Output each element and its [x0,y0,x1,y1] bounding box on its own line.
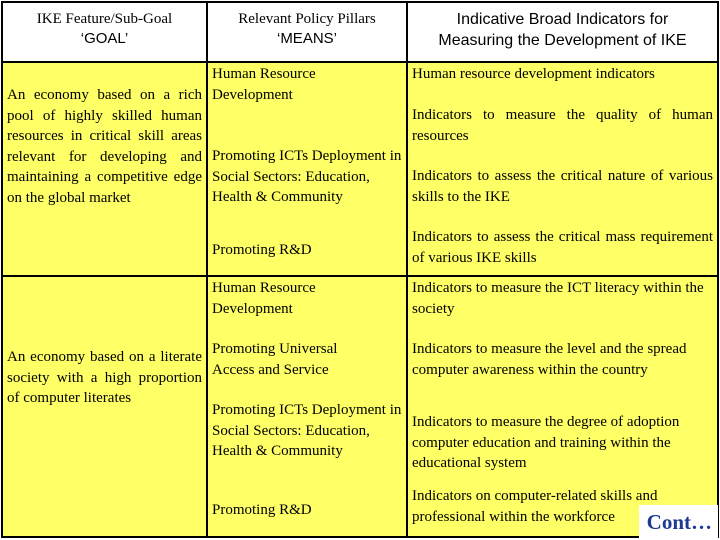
section2-pillar-rnd: Promoting R&D [212,502,312,518]
section2-goal: An economy based on a literate society with a high proportion of computer literates [7,349,202,406]
section1-pillar-rnd: Promoting R&D [212,242,312,258]
continued-label: Cont… [639,505,718,538]
section2-row [2,276,718,537]
header-means-subtitle: ‘MEANS’ [276,30,337,47]
header-goal-title: IKE Feature/Sub-Goal [36,11,173,27]
section2-indicator-4: Indicators on computer-related skills and professional within the workforce [412,488,658,525]
section1-row [2,62,718,276]
header-row [2,2,718,62]
section2-indicator-3: Indicators to measure the degree of adoption computer education and training within the educational system [412,414,680,471]
header-goal-subtitle: ‘GOAL’ [80,30,129,47]
header-goal [2,2,207,62]
header-indicators-subtitle: Measuring the Development of IKE [438,32,687,49]
section2-pillar-hrd: Human Resource Development [212,280,316,317]
section1-indicators-cell [407,62,718,276]
section2-pillars-cell [207,276,407,537]
section2-pillar-universal: Promoting Universal Access and Service [212,341,338,378]
section1-indicator-3: Indicators to assess the critical nature of various skills to the IKE [412,168,713,205]
section1-goal-cell [2,62,207,276]
section1-indicator-4: Indicators to assess the critical mass requirement of various IKE skills [412,229,713,266]
header-indicators-title: Indicative Broad Indicators for [456,11,669,28]
section2-indicator-1: Indicators to measure the ICT literacy within the society [412,280,704,317]
section1-pillar-icts: Promoting ICTs Deployment in Social Sectors: Education, Health & Community [212,148,402,205]
section1-indicator-2: Indicators to measure the quality of human resources [412,107,713,144]
section1-pillar-hrd: Human Resource Development [212,66,316,103]
header-means [207,2,407,62]
ike-table [1,1,719,538]
header-indicators [407,2,718,62]
section1-indicator-1: Human resource development indicators [412,66,655,82]
section2-pillar-icts: Promoting ICTs Deployment in Social Sectors: Education, Health & Community [212,402,402,459]
section2-indicator-2: Indicators to measure the level and the spread computer awareness within the country [412,341,687,378]
header-means-title: Relevant Policy Pillars [238,11,376,27]
section2-indicators-cell [407,276,718,537]
section1-goal: An economy based on a rich pool of highly skilled human resources in critical skill areas relevant for developing and maintaining a competitive edge on the global market [7,87,202,206]
section1-pillars-cell [207,62,407,276]
section2-goal-cell [2,276,207,537]
